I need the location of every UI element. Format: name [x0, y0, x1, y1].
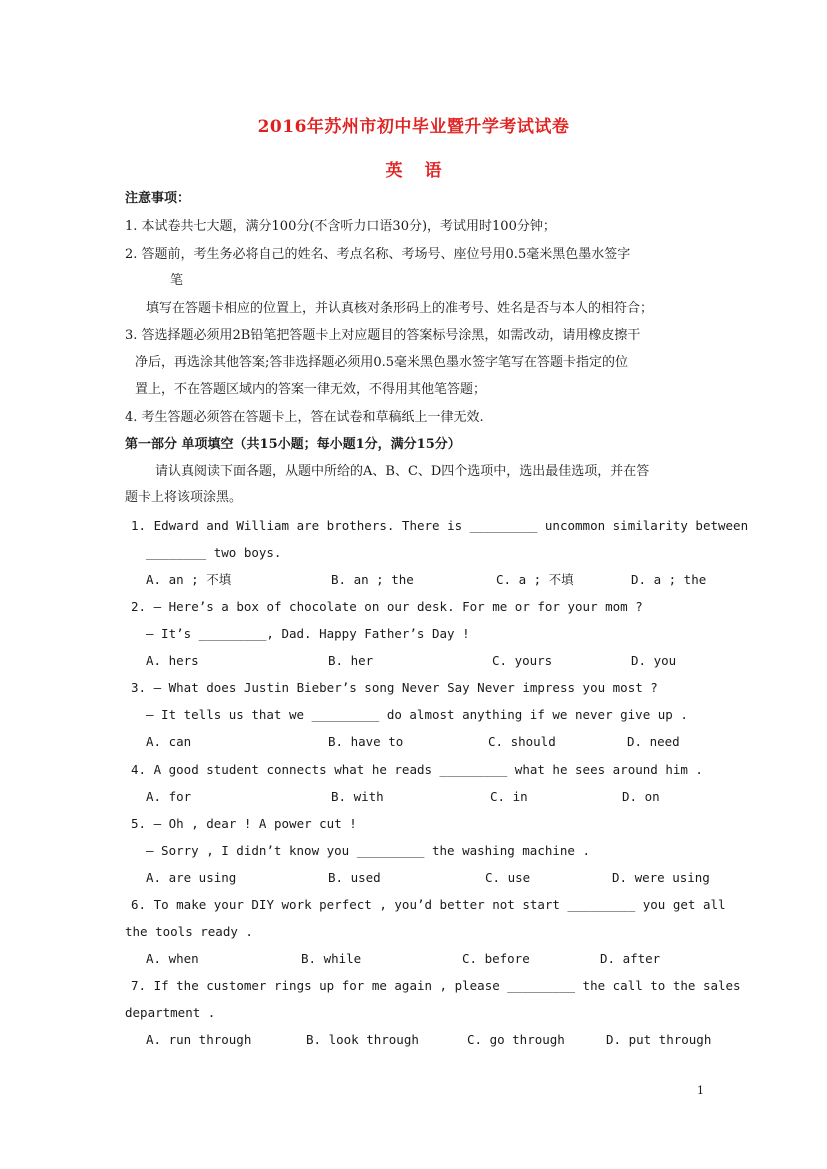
question-5-stem: 5. — Oh , dear ! A power cut ! [131, 816, 357, 831]
question-1-option-b: B. an ; the [331, 572, 414, 587]
question-3-stem-cont: — It tells us that we _________ do almost anything if we never give up . [146, 707, 688, 722]
question-4-option-b: B. with [331, 789, 384, 804]
question-2-option-a: A. hers [146, 653, 199, 668]
question-7-option-c: C. go through [467, 1032, 565, 1047]
question-3-stem: 3. — What does Justin Bieber’s song Never Say Never impress you most ? [131, 680, 658, 695]
question-1-option-a: A. an ; 不填 [146, 572, 232, 587]
question-5-option-c: C. use [485, 870, 531, 885]
question-1-stem-cont: ________ two boys. [146, 545, 282, 560]
question-6-stem: 6. To make your DIY work perfect , you’d better not start _________ you get all [131, 897, 726, 912]
question-1-option-c: C. a ; 不填 [496, 572, 574, 587]
notice-item-3: 3. 答选择题必须用2B铅笔把答题卡上对应题目的答案标号涂黑，如需改动，请用橡皮擦干 [125, 328, 641, 343]
question-4-option-c: C. in [490, 789, 528, 804]
part1-instructions: 请认真阅读下面各题，从题中所给的A、B、C、D四个选项中，选出最佳选项，并在答 [155, 464, 650, 479]
notice-item-4: 4. 考生答题必须答在答题卡上，答在试卷和草稿纸上一律无效. [125, 410, 484, 425]
notice-item-2: 2. 答题前，考生务必将自己的姓名、考点名称、考场号、座位号用0.5毫米黑色墨水签字 [125, 247, 631, 262]
question-7-option-a: A. run through [146, 1032, 252, 1047]
question-2-stem: 2. — Here’s a box of chocolate on our desk. For me or for your mom ? [131, 599, 643, 614]
part1-heading: 第一部分 单项填空（共15小题；每小题1分，满分15分） [125, 437, 461, 452]
question-4-stem: 4. A good student connects what he reads _________ what he sees around him . [131, 762, 703, 777]
question-1-stem: 1. Edward and William are brothers. There is _________ uncommon similarity between [131, 518, 749, 533]
question-6-option-c: C. before [462, 951, 530, 966]
question-6-option-a: A. when [146, 951, 199, 966]
question-1-option-d: D. a ; the [631, 572, 707, 587]
notice-item-3-cont2: 置上，不在答题区域内的答案一律无效，不得用其他笔答题； [135, 382, 487, 397]
question-7-stem: 7. If the customer rings up for me again , please _________ the call to the sales [131, 978, 741, 993]
question-2-option-b: B. her [328, 653, 374, 668]
question-4-option-d: D. on [622, 789, 660, 804]
notice-item-1: 1. 本试卷共七大题，满分100分(不含听力口语30分)，考试用时100分钟； [125, 219, 556, 234]
question-6-option-b: B. while [301, 951, 362, 966]
question-5-option-d: D. were using [612, 870, 710, 885]
subject-title: 英语 [385, 161, 464, 181]
notice-heading: 注意事项： [125, 191, 191, 206]
question-7-stem-cont: department . [125, 1005, 216, 1020]
question-7-option-b: B. look through [306, 1032, 419, 1047]
question-3-option-a: A. can [146, 734, 192, 749]
question-6-option-d: D. after [600, 951, 661, 966]
notice-item-2-cont2: 填写在答题卡相应的位置上，并认真核对条形码上的准考号、姓名是否与本人的相符合； [146, 301, 654, 316]
question-7-option-d: D. put through [606, 1032, 712, 1047]
part1-instructions-cont: 题卡上将该项涂黑。 [125, 490, 243, 505]
question-5-stem-cont: — Sorry , I didn’t know you _________ the washing machine . [146, 843, 591, 858]
page-title: 2016年苏州市初中毕业暨升学考试试卷 [257, 117, 570, 137]
question-2-option-c: C. yours [492, 653, 553, 668]
question-2-stem-cont: — It’s _________, Dad. Happy Father’s Day ! [146, 626, 470, 641]
question-5-option-a: A. are using [146, 870, 237, 885]
question-6-stem-cont: the tools ready . [125, 924, 253, 939]
question-3-option-c: C. should [488, 734, 556, 749]
page-number: 1 [697, 1084, 704, 1097]
question-3-option-b: B. have to [328, 734, 404, 749]
notice-item-2-cont: 笔 [170, 273, 184, 288]
question-2-option-d: D. you [631, 653, 677, 668]
question-5-option-b: B. used [328, 870, 381, 885]
question-3-option-d: D. need [627, 734, 680, 749]
notice-item-3-cont: 净后，再选涂其他答案;答非选择题必须用0.5毫米黑色墨水签字笔写在答题卡指定的位 [135, 355, 629, 370]
question-4-option-a: A. for [146, 789, 192, 804]
